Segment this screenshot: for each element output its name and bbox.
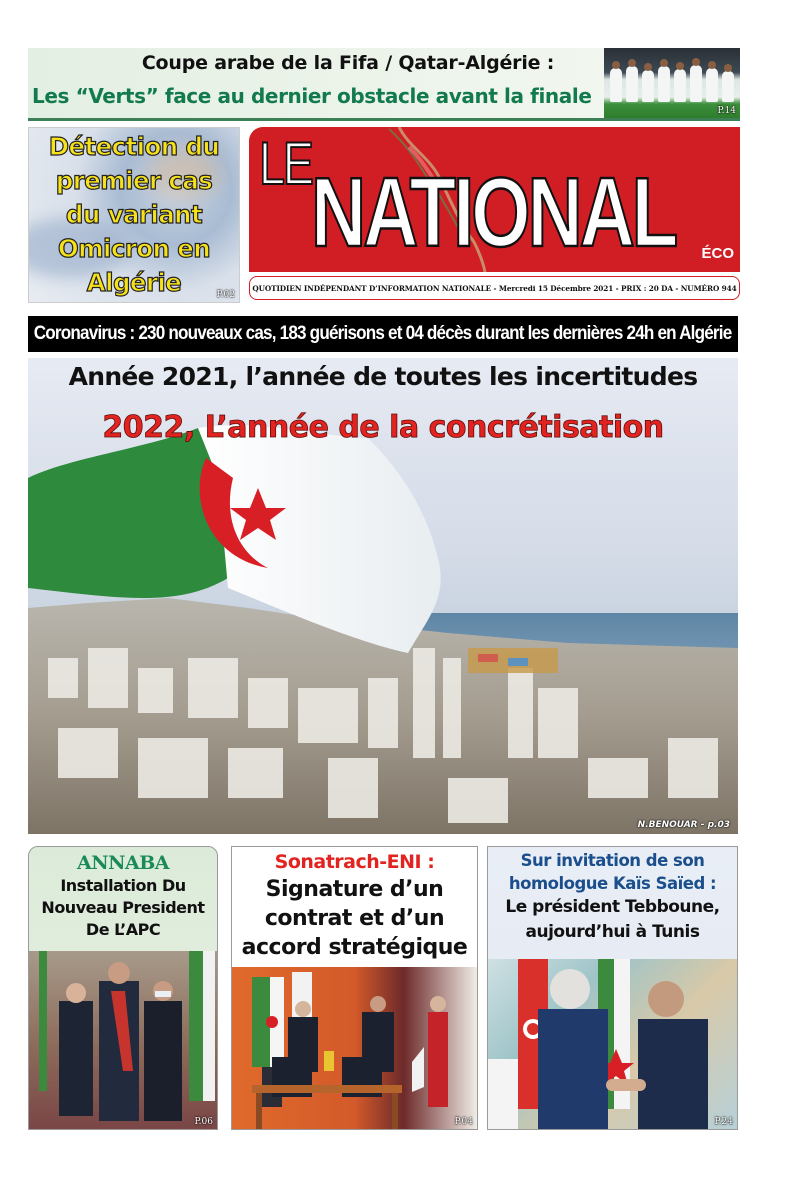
story-headline-line: Nouveau President <box>41 898 205 917</box>
story-kicker: ANNABA <box>76 852 170 874</box>
story-headline-line: Le président Tebboune, <box>505 897 720 917</box>
player-figure <box>690 65 702 102</box>
player-head <box>676 62 684 70</box>
story-headline-line: aujourd’hui à Tunis <box>525 922 700 942</box>
story-headline-line: contrat et d’un <box>264 906 445 931</box>
top-story-kicker: Coupe arabe de la Fifa / Qatar-Algérie : <box>141 52 555 74</box>
player-head <box>724 64 732 72</box>
story-kicker: Sonatrach-ENI : <box>274 851 435 873</box>
main-headline[interactable]: Année 2021, l’année de toutes les incertitudes <box>68 362 698 391</box>
masthead-suffix: ÉCO <box>701 245 734 262</box>
story-headline-line: Signature d’un <box>265 877 444 902</box>
handshake-illustration <box>488 959 737 1129</box>
player-figure <box>722 71 734 102</box>
covid-news-bar[interactable] <box>28 316 738 352</box>
player-figure <box>674 69 686 102</box>
covid-headline: Coronavirus : 230 nouveaux cas, 183 guérisons et 04 décès durant les dernières 24h en Algérie <box>34 323 732 344</box>
story-tebboune-tunis[interactable] <box>487 846 738 1130</box>
player-figure <box>658 66 670 102</box>
story-text <box>488 849 737 945</box>
story-text <box>232 849 477 962</box>
headline-line: Omicron en <box>57 234 211 263</box>
story-sonatrach-eni[interactable] <box>231 846 478 1130</box>
signing-illustration <box>232 967 477 1129</box>
headline-line: du variant <box>65 200 203 229</box>
page-ref: P.24 <box>714 1117 733 1127</box>
story-headline-line: Installation Du <box>60 876 186 895</box>
photo-credit: N.BENOUAR - p.03 <box>637 820 730 830</box>
player-figure <box>610 68 622 102</box>
page-ref: P.14 <box>717 106 736 116</box>
player-head <box>660 59 668 67</box>
player-head <box>708 61 716 69</box>
main-story[interactable] <box>28 358 738 834</box>
signing-ceremony-photo <box>232 967 477 1129</box>
presidents-handshake-photo <box>488 959 737 1129</box>
player-figure <box>706 68 718 102</box>
containers <box>468 648 558 673</box>
headline-line: Détection du <box>48 132 220 161</box>
page-ref: P.02 <box>216 290 235 300</box>
page-ref: P.06 <box>194 1117 213 1127</box>
player-figure <box>626 66 638 102</box>
story-text <box>29 851 217 941</box>
ceremony-illustration <box>29 951 217 1129</box>
top-story-headline[interactable]: Les “Verts” face au dernier obstacle avant la finale <box>32 84 592 108</box>
story-kicker: homologue Kaïs Saïed : <box>508 874 717 893</box>
player-head <box>644 63 652 71</box>
headline-line: premier cas <box>55 166 213 195</box>
story-annaba[interactable] <box>28 846 218 1130</box>
story-kicker: Sur invitation de son <box>520 851 705 870</box>
player-figure <box>642 70 654 102</box>
page-ref: P.04 <box>454 1117 473 1127</box>
story-headline-line: De L’APC <box>85 920 161 939</box>
main-subheadline[interactable]: 2022, L’année de la concrétisation <box>102 410 664 445</box>
football-team-photo[interactable] <box>604 48 740 118</box>
apc-ceremony-photo <box>29 951 217 1129</box>
masthead-title: NATIONAL <box>311 157 676 267</box>
omicron-story[interactable] <box>28 127 240 303</box>
player-head <box>692 58 700 66</box>
masthead-logo <box>249 127 740 272</box>
player-head <box>628 59 636 67</box>
story-headline-line: accord stratégique <box>241 935 468 960</box>
masthead-tagline: QUOTIDIEN INDÉPENDANT D’INFORMATION NATIONALE - Mercredi 15 Décembre 2021 - PRIX : 20 DA - NUMÉRO 944 <box>249 276 740 300</box>
player-head <box>612 61 620 69</box>
headline-line: Algérie <box>86 268 182 297</box>
masthead-prefix: LE <box>259 130 312 197</box>
omicron-headline[interactable] <box>29 130 239 300</box>
